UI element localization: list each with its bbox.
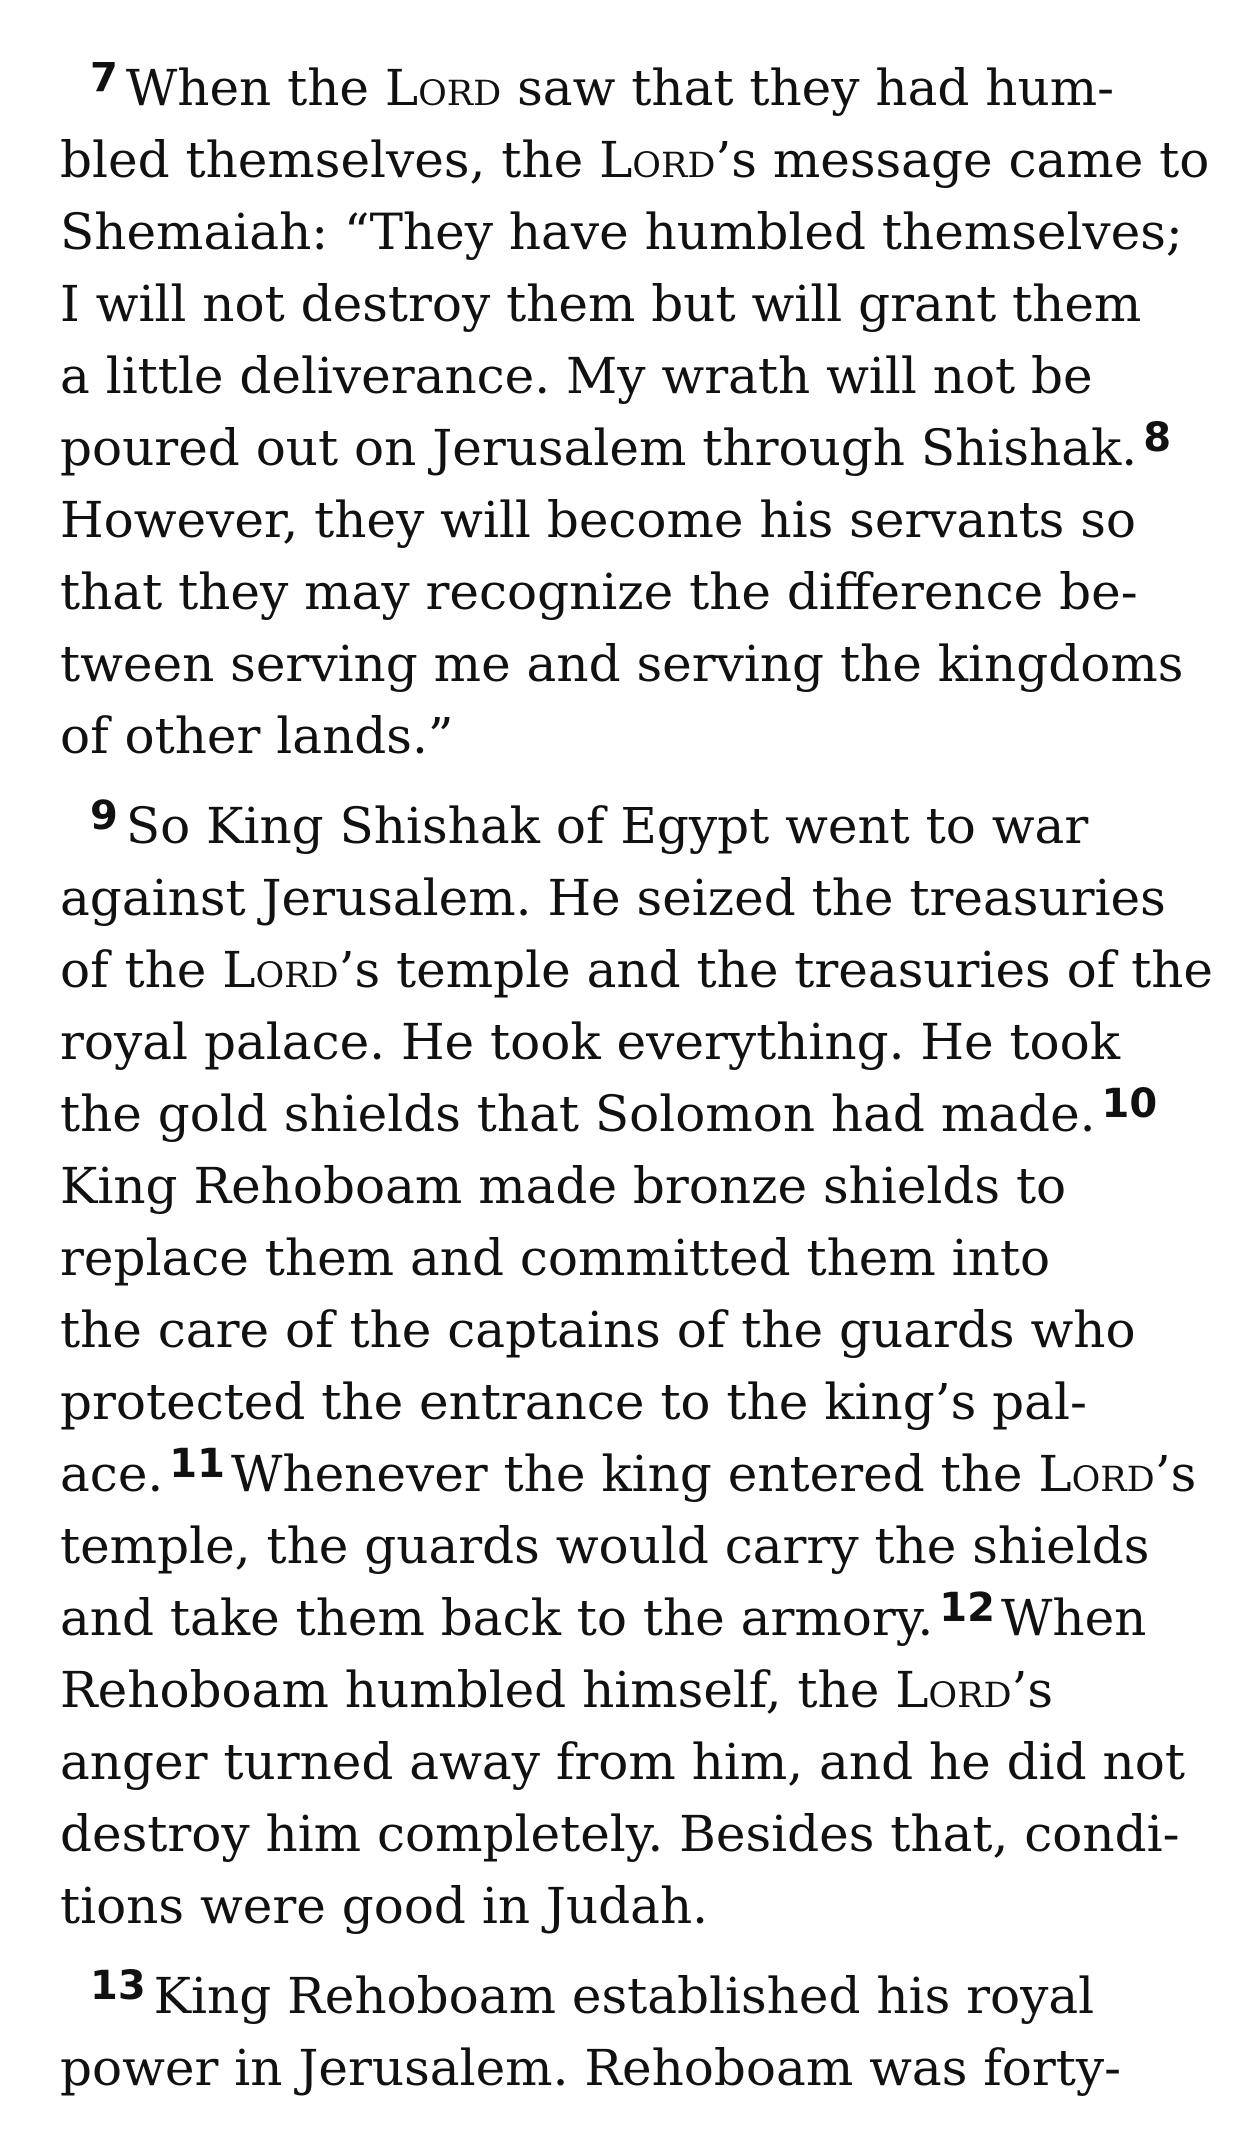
- verse-text: replace them and committed them into: [60, 1229, 1051, 1287]
- text-line: [60, 790, 1200, 862]
- text-line: [60, 1078, 1200, 1150]
- divine-name-text: Lord: [222, 941, 339, 999]
- verse-text: ’s temple and the treasuries of the: [338, 941, 1213, 999]
- verse-number[interactable]: 10: [1101, 1081, 1158, 1127]
- verse-text: I will not destroy them but will grant them: [60, 275, 1142, 333]
- verse-number[interactable]: 12: [939, 1585, 995, 1631]
- verse-text: ’s: [1154, 1445, 1197, 1503]
- text-line: [60, 1582, 1200, 1654]
- reading-page: [60, 52, 1213, 2104]
- verse-text: saw that they had hum-: [501, 59, 1115, 117]
- text-line: [60, 1510, 1200, 1582]
- verse-text: ace.: [60, 1445, 164, 1503]
- verse-text: King Rehoboam established his royal: [153, 1967, 1095, 2025]
- verse-text: ’s: [1011, 1661, 1054, 1719]
- verse-text: royal palace. He took everything. He took: [60, 1013, 1121, 1071]
- verse-text: When the: [125, 59, 385, 117]
- verse-text: the care of the captains of the guards who: [60, 1301, 1136, 1359]
- verse-text: Shemaiah: “They have humbled themselves;: [60, 203, 1183, 261]
- text-line: [60, 1726, 1200, 1798]
- divine-name-text: Lord: [599, 131, 716, 189]
- verse-text: that they may recognize the difference be-: [60, 563, 1138, 621]
- verse-number[interactable]: 9: [90, 793, 118, 839]
- verse-text: a little deliverance. My wrath will not be: [60, 347, 1093, 405]
- text-line: [60, 52, 1200, 124]
- text-line: [60, 700, 1200, 772]
- verse-text: However, they will become his servants so: [60, 491, 1136, 549]
- verse-text: So King Shishak of Egypt went to war: [125, 797, 1089, 855]
- paragraph: [60, 1960, 1200, 2104]
- verse-text: poured out on Jerusalem through Shishak.: [60, 419, 1138, 477]
- verse-text: bled themselves, the: [60, 131, 600, 189]
- text-line: [60, 862, 1200, 934]
- verse-text: King Rehoboam made bronze shields to: [60, 1157, 1067, 1215]
- verse-text: ’s message came to: [715, 131, 1210, 189]
- text-line: [60, 268, 1200, 340]
- text-line: [60, 1222, 1200, 1294]
- verse-text: against Jerusalem. He seized the treasuries: [60, 869, 1166, 927]
- text-line: [60, 1150, 1200, 1222]
- text-line: [60, 2032, 1200, 2104]
- paragraph: [60, 790, 1213, 1942]
- verse-text: protected the entrance to the king’s pal-: [60, 1373, 1087, 1431]
- text-line: [60, 1870, 1200, 1942]
- verse-text: Rehoboam humbled himself, the: [60, 1661, 896, 1719]
- text-line: [60, 628, 1200, 700]
- text-line: [60, 412, 1200, 484]
- verse-number[interactable]: 13: [90, 1963, 146, 2009]
- paragraph: [60, 52, 1210, 772]
- text-line: [60, 1654, 1200, 1726]
- text-line: [60, 196, 1200, 268]
- text-line: [60, 1438, 1200, 1510]
- verse-number[interactable]: 11: [169, 1441, 225, 1487]
- verse-text: tween serving me and serving the kingdoms: [60, 635, 1184, 693]
- text-line: [60, 340, 1200, 412]
- verse-text: When: [1000, 1589, 1147, 1647]
- divine-name-text: Lord: [384, 59, 502, 117]
- text-line: [60, 556, 1200, 628]
- verse-text: anger turned away from him, and he did not: [60, 1733, 1185, 1791]
- verse-number[interactable]: 8: [1143, 415, 1172, 461]
- text-line: [60, 1798, 1200, 1870]
- text-line: [60, 124, 1210, 196]
- verse-text: power in Jerusalem. Rehoboam was forty-: [60, 2039, 1122, 2097]
- paragraph-gap: [60, 772, 1200, 790]
- verse-text: of the: [60, 941, 223, 999]
- text-line: [60, 484, 1200, 556]
- verse-text: temple, the guards would carry the shields: [60, 1517, 1150, 1575]
- text-line: [60, 1006, 1200, 1078]
- paragraph-gap: [60, 1942, 1200, 1960]
- verse-text: of other lands.”: [60, 707, 454, 765]
- text-line: [60, 1366, 1200, 1438]
- text-line: [60, 934, 1213, 1006]
- text-line: [60, 1960, 1200, 2032]
- verse-text: and take them back to the armory.: [60, 1589, 934, 1647]
- verse-text: the gold shields that Solomon had made.: [60, 1085, 1096, 1143]
- verse-text: Whenever the king entered the: [230, 1445, 1039, 1503]
- divine-name-text: Lord: [895, 1661, 1012, 1719]
- verse-number[interactable]: 7: [90, 55, 118, 101]
- divine-name-text: Lord: [1038, 1445, 1155, 1503]
- verse-text: destroy him completely. Besides that, condi-: [60, 1805, 1180, 1863]
- text-line: [60, 1294, 1200, 1366]
- verse-text: tions were good in Judah.: [60, 1877, 709, 1935]
